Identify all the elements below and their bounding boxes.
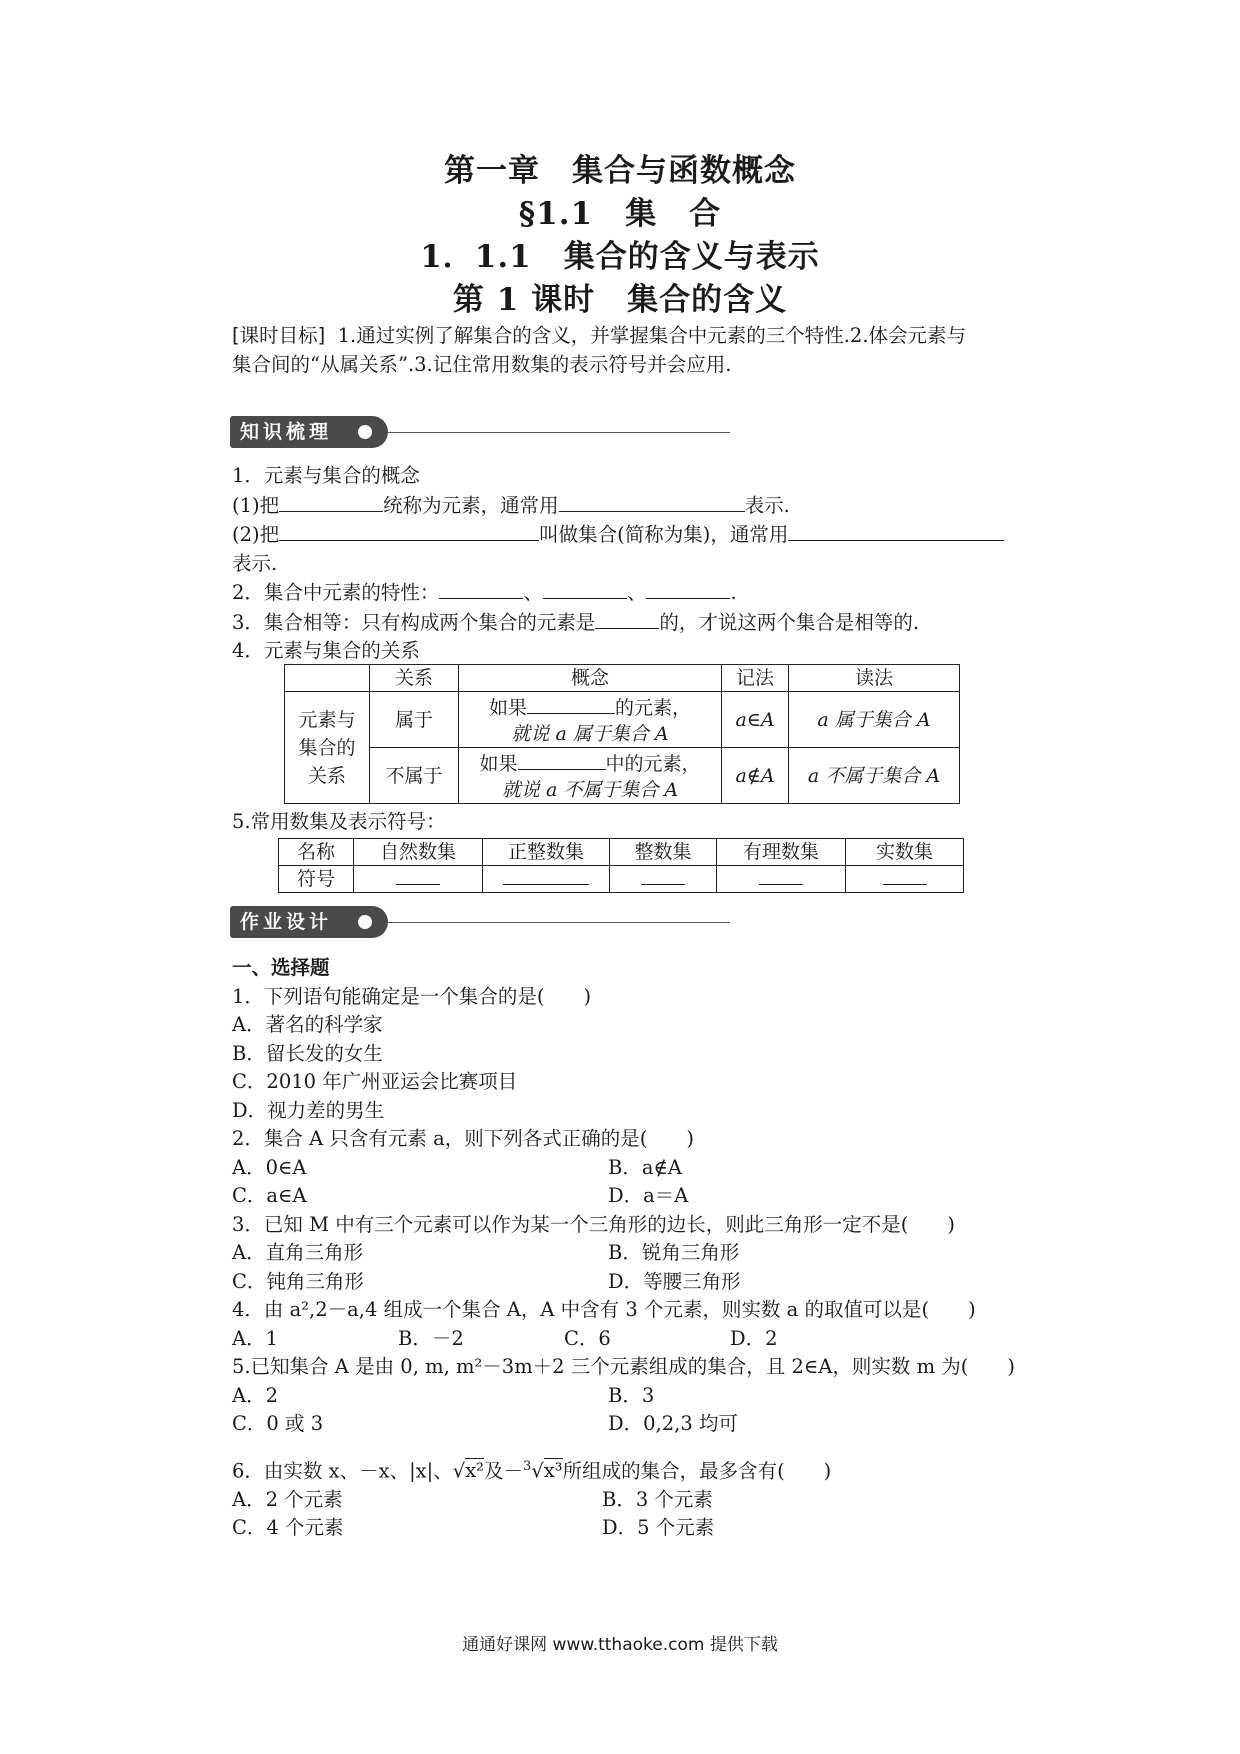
question-5-stem: 5.已知集合 A 是由 0, m, m²－3m＋2 三个元素组成的集合，且 2∈A，则实数 m 为( ) [232, 1355, 1016, 1378]
objective-label: [课时目标] [232, 324, 326, 347]
knowledge-list [232, 462, 1058, 666]
text-fragment: (2)把 [232, 523, 280, 546]
text-fragment: 的，才说这两个集合是相等的. [659, 610, 920, 634]
question-5-options-row [232, 1410, 1058, 1439]
relation-cell: 属于 [370, 692, 459, 748]
text-fragment: 所组成的集合，最多含有( ) [562, 1459, 832, 1482]
text-fragment: (1)把 [232, 493, 280, 517]
row-label: 名称 [279, 839, 354, 866]
fill-blank [279, 520, 539, 541]
chapter-title: 第一章 集合与函数概念 [444, 153, 796, 189]
fill-blank [595, 608, 659, 629]
question-3-option-c: C．钝角三角形 [232, 1269, 364, 1293]
question-5-option-b: B．3 [608, 1383, 655, 1407]
concept-cell [459, 748, 722, 804]
table-header-row [285, 665, 960, 692]
fill-blank [559, 491, 745, 512]
table-header: 关系 [370, 665, 459, 692]
section-header-knowledge [230, 416, 730, 448]
fill-blank [543, 578, 627, 599]
knowledge-item-2 [232, 578, 1058, 608]
table-header: 概念 [459, 665, 722, 692]
fill-blank [646, 578, 730, 599]
part-title: 一、选择题 [232, 956, 330, 979]
question-1-option-c: C．2010 年广州亚运会比赛项目 [232, 1070, 518, 1093]
relation-cell: 不属于 [370, 748, 459, 804]
question-4-option-c: C．6 [564, 1326, 611, 1350]
concept-cell [459, 692, 722, 748]
objective-line-2: 集合间的“从属关系”.3.记住常用数集的表示符号并会应用. [232, 352, 732, 376]
symbol-cell [846, 866, 964, 893]
table-row [285, 748, 960, 804]
symbol-cell [483, 866, 610, 893]
knowledge-item-1b [232, 520, 1058, 550]
reading-cell: a 属于集合 A [789, 692, 960, 748]
section-rule [388, 432, 730, 433]
notation-cell: a∈A [722, 692, 789, 748]
question-1-option-b: B．留长发的女生 [232, 1041, 383, 1065]
title-block [0, 150, 1240, 322]
question-5-option-c: C．0 或 3 [232, 1412, 324, 1435]
fill-blank [883, 868, 927, 885]
table-cell [285, 665, 370, 692]
question-2-option-b: B．a∉A [608, 1155, 682, 1179]
question-2-option-a: A．0∈A [232, 1155, 307, 1179]
question-4-options-row [232, 1325, 1058, 1354]
fill-blank [641, 868, 685, 885]
text-fragment: 、 [626, 581, 647, 604]
question-2-options-row [232, 1154, 1058, 1183]
radicand: x³ [543, 1459, 563, 1482]
homework-list [232, 954, 1058, 1543]
knowledge-item-5 [232, 808, 1058, 837]
concept-line-2: 就说 a 不属于集合 A [501, 778, 679, 801]
text-fragment: 、 [523, 581, 543, 604]
question-3-options-row [232, 1268, 1058, 1297]
question-4-stem: 4．由 a²,2－a,4 组成一个集合 A，A 中含有 3 个元素，则实数 a 的取值可以是( ) [232, 1298, 976, 1321]
question-6-options-row [232, 1486, 1058, 1515]
question-2-option-d: D．a＝A [608, 1184, 689, 1207]
question-4-option-d: D．2 [730, 1326, 778, 1350]
question-4-option-a: A．1 [232, 1326, 278, 1350]
table-header: 记法 [722, 665, 789, 692]
knowledge-item-1a [232, 491, 1058, 521]
question-3-options-row [232, 1239, 1058, 1268]
section-header-homework [230, 906, 730, 938]
notation-cell: a∉A [722, 748, 789, 804]
table-row [285, 692, 960, 748]
question-6-option-c: C．4 个元素 [232, 1516, 344, 1539]
concept-line-2: 就说 a 属于集合 A [511, 722, 669, 745]
subsection-title: 1．1.1 集合的含义与表示 [420, 239, 820, 275]
number-set-name: 自然数集 [354, 839, 483, 866]
sqrt-icon: √ [452, 1459, 466, 1482]
knowledge-item-1-title: 1．元素与集合的概念 [232, 464, 420, 487]
text-fragment: 如果 [479, 752, 518, 775]
text-fragment: 表示. [744, 493, 790, 517]
text-fragment: 中的元素， [605, 752, 701, 775]
symbol-cell [354, 866, 483, 893]
objective-line-1: 1.通过实例了解集合的含义，并掌握集合中元素的三个特性.2.体会元素与 [337, 324, 967, 347]
table-row [279, 839, 964, 866]
section-label: 知识梳理 [230, 416, 388, 448]
number-set-table [278, 838, 964, 893]
page-footer: 通通好课网 www.tthaoke.com 提供下载 [462, 1635, 778, 1655]
question-6-option-d: D．5 个元素 [602, 1516, 715, 1539]
fill-blank [527, 693, 615, 714]
text-fragment: 及－ [484, 1459, 524, 1482]
text-fragment: 3．集合相等：只有构成两个集合的元素是 [232, 610, 596, 634]
question-1-stem: 1．下列语句能确定是一个集合的是( ) [232, 984, 592, 1008]
question-4-option-b: B．－2 [398, 1326, 464, 1350]
text-fragment: 叫做集合(简称为集)，通常用 [539, 523, 789, 546]
question-3-option-b: B．锐角三角形 [608, 1241, 740, 1264]
question-3-option-a: A．直角三角形 [232, 1241, 364, 1264]
fill-blank [788, 520, 1004, 541]
sqrt-icon: √ [531, 1459, 544, 1482]
fill-blank [503, 868, 589, 885]
fill-blank [439, 578, 523, 599]
fill-blank [396, 868, 440, 885]
fill-blank [279, 491, 383, 512]
knowledge-item-1b-end: 表示. [232, 551, 278, 575]
table-header: 读法 [789, 665, 960, 692]
text-fragment: . [730, 581, 737, 604]
bullet-dot-icon [358, 915, 372, 929]
section-title: §1.1 集 合 [518, 196, 722, 232]
fill-blank [759, 868, 803, 885]
number-set-name: 正整数集 [483, 839, 610, 866]
bullet-dot-icon [358, 425, 372, 439]
question-1-option-a: A．著名的科学家 [232, 1013, 383, 1036]
knowledge-item-5-title: 5.常用数集及表示符号： [232, 810, 446, 833]
question-2-stem: 2．集合 A 只含有元素 a，则下列各式正确的是( ) [232, 1127, 694, 1150]
text-fragment: 统称为元素，通常用 [383, 493, 559, 517]
fill-blank [518, 749, 606, 770]
question-6-stem [232, 1453, 1058, 1486]
number-set-name: 有理数集 [717, 839, 846, 866]
reading-cell: a 不属于集合 A [789, 748, 960, 804]
knowledge-item-4-title: 4．元素与集合的关系 [232, 639, 420, 662]
lesson-objective [232, 322, 1058, 379]
question-2-options-row [232, 1182, 1058, 1211]
text-fragment: 如果 [488, 696, 527, 719]
symbol-cell [717, 866, 846, 893]
question-6-option-a: A．2 个元素 [232, 1487, 343, 1511]
root-index: 3 [523, 1458, 532, 1474]
section-label: 作业设计 [230, 906, 388, 938]
question-2-option-c: C．a∈A [232, 1184, 307, 1207]
row-label: 符号 [279, 866, 354, 893]
symbol-cell [610, 866, 717, 893]
radicand: x² [465, 1459, 485, 1482]
section-rule [388, 922, 730, 923]
question-5-option-d: D．0,2,3 均可 [608, 1412, 738, 1435]
text-fragment: 的元素， [615, 696, 692, 719]
question-3-option-d: D．等腰三角形 [608, 1269, 741, 1293]
knowledge-item-3 [232, 608, 1058, 638]
question-5-option-a: A．2 [232, 1383, 278, 1407]
text-fragment: 6．由实数 x、－x、|x|、 [232, 1459, 453, 1482]
number-set-name: 实数集 [846, 839, 964, 866]
lesson-title: 第 1 课时 集合的含义 [452, 282, 788, 318]
question-6-options-row [232, 1514, 1058, 1543]
question-3-stem: 3．已知 M 中有三个元素可以作为某一个三角形的边长，则此三角形一定不是( ) [232, 1212, 955, 1236]
row-group-label: 元素与集合的关系 [285, 692, 370, 804]
question-5-options-row [232, 1382, 1058, 1411]
question-1-option-d: D．视力差的男生 [232, 1098, 385, 1122]
relation-table [284, 664, 960, 804]
text-fragment: 2．集合中元素的特性： [232, 581, 440, 604]
table-row [279, 866, 964, 893]
question-6-option-b: B．3 个元素 [602, 1487, 713, 1511]
number-set-name: 整数集 [610, 839, 717, 866]
